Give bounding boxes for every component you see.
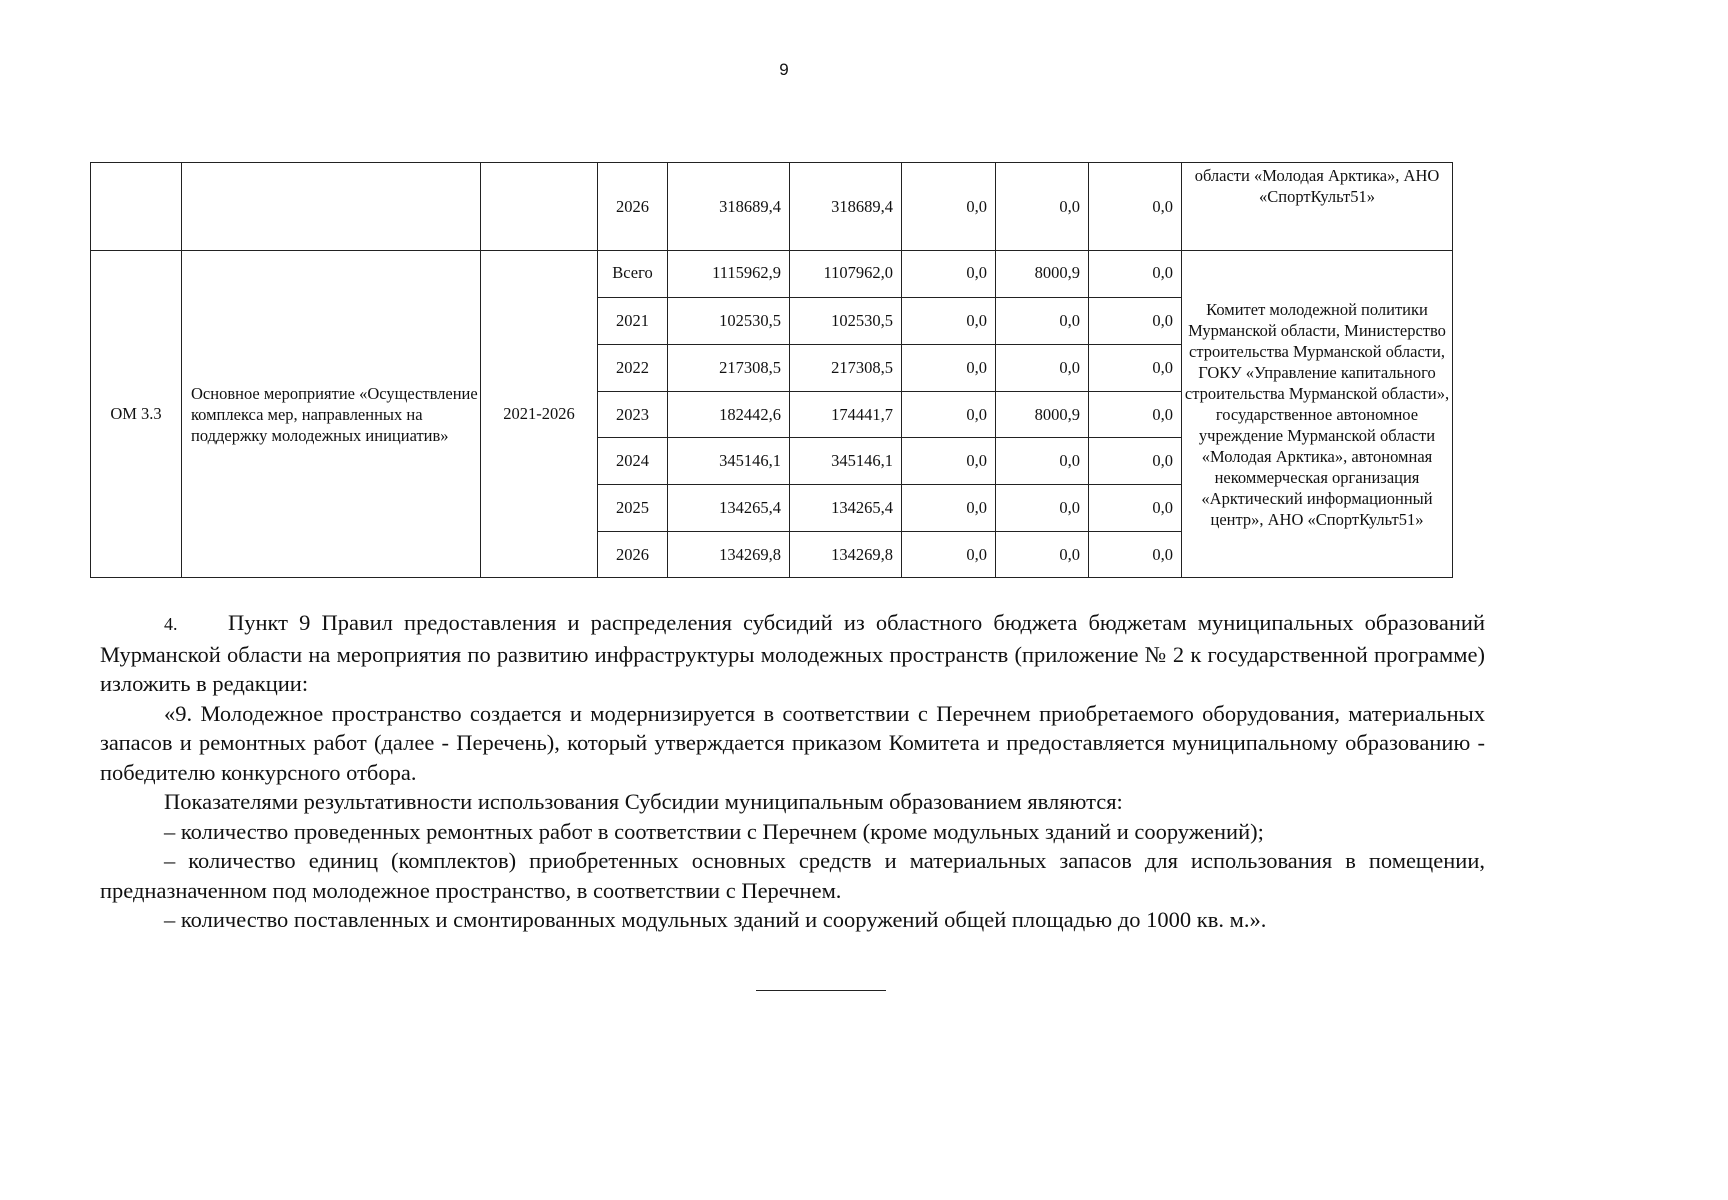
item-text: Пункт 9 Правил предоставления и распределения субсидий из областного бюджета бюджетам муниципальных образований Мурманской области на мероприятия по развитию инфраструктуры молодежных пространств (приложение № 2 к государственной программе) изложить в редакции:	[100, 610, 1485, 696]
value-cell: 0,0	[902, 163, 996, 251]
budget-table	[90, 162, 1453, 578]
value-cell: 0,0	[902, 532, 996, 578]
value-cell: 0,0	[1089, 163, 1182, 251]
period-cell-empty	[481, 163, 598, 251]
indicator-bullet: – количество проведенных ремонтных работ в соответствии с Перечнем (кроме модульных зданий и сооружений);	[164, 818, 1264, 844]
code-cell-empty	[91, 163, 182, 251]
value-cell: 0,0	[902, 298, 996, 345]
value-cell: 0,0	[996, 532, 1089, 578]
value-cell: 134269,8	[790, 532, 902, 578]
value-cell: 0,0	[902, 392, 996, 438]
value-cell: 318689,4	[668, 163, 790, 251]
value-cell: 0,0	[1089, 298, 1182, 345]
value-cell: 8000,9	[996, 251, 1089, 298]
item-number: 4.	[164, 614, 178, 634]
value-cell: 0,0	[1089, 438, 1182, 485]
value-cell: 0,0	[902, 345, 996, 392]
value-cell: 102530,5	[668, 298, 790, 345]
value-cell: 8000,9	[996, 392, 1089, 438]
value-cell: 0,0	[1089, 485, 1182, 532]
organization-cell: области «Молодая Арктика», АНО «СпортКульт51»	[1182, 163, 1453, 251]
measure-code: ОМ 3.3	[91, 251, 182, 578]
document-body	[100, 608, 1485, 935]
year-cell: 2023	[598, 392, 668, 438]
value-cell: 217308,5	[668, 345, 790, 392]
year-cell: 2022	[598, 345, 668, 392]
table-row	[91, 251, 1453, 298]
page-number: 9	[779, 60, 789, 79]
value-cell: 1115962,9	[668, 251, 790, 298]
value-cell: 174441,7	[790, 392, 902, 438]
year-cell: 2024	[598, 438, 668, 485]
value-cell: 345146,1	[668, 438, 790, 485]
measure-name: Основное мероприятие «Осуществление комплекса мер, направленных на поддержку молодежных инициатив»	[182, 251, 481, 578]
year-cell: 2025	[598, 485, 668, 532]
value-cell: 0,0	[996, 485, 1089, 532]
value-cell: 0,0	[902, 251, 996, 298]
indicator-bullet: – количество поставленных и смонтированных модульных зданий и сооружений общей площадью до 1000 кв. м.».	[164, 907, 1267, 932]
value-cell: 134265,4	[790, 485, 902, 532]
value-cell: 0,0	[1089, 392, 1182, 438]
organization-cell: Комитет молодежной политики Мурманской области, Министерство строительства Мурманской области, ГОКУ «Управление капитального строительства Мурманской области», государственное автономное учреждение Мурманской области «Молодая Арктика», автономная некоммерческая организация «Арктический информационный центр», АНО «СпортКульт51»	[1182, 251, 1453, 578]
value-cell: 0,0	[1089, 345, 1182, 392]
value-cell: 0,0	[996, 298, 1089, 345]
value-cell: 0,0	[1089, 532, 1182, 578]
value-cell: 0,0	[996, 345, 1089, 392]
value-cell: 1107962,0	[790, 251, 902, 298]
measure-period: 2021-2026	[481, 251, 598, 578]
year-cell: 2021	[598, 298, 668, 345]
item-paragraph	[100, 608, 1485, 699]
name-cell-empty	[182, 163, 481, 251]
value-cell: 134269,8	[668, 532, 790, 578]
value-cell: 0,0	[996, 438, 1089, 485]
indicator-bullet: – количество единиц (комплектов) приобретенных основных средств и материальных запасов для использования в помещении, предназначенном под молодежное пространство, в соответствии с Перечнем.	[100, 848, 1485, 903]
table-row	[91, 163, 1453, 251]
quoted-paragraph: «9. Молодежное пространство создается и модернизируется в соответствии с Перечнем приобретаемого оборудования, материальных запасов и ремонтных работ (далее - Перечень), который утверждается приказом Комитета и предоставляется муниципальному образованию - победителю конкурсного отбора.	[100, 700, 1485, 785]
year-cell: 2026	[598, 163, 668, 251]
value-cell: 0,0	[902, 438, 996, 485]
indicators-intro: Показателями результативности использования Субсидии муниципальным образованием являются:	[164, 789, 1123, 814]
value-cell: 134265,4	[668, 485, 790, 532]
value-cell: 345146,1	[790, 438, 902, 485]
value-cell: 217308,5	[790, 345, 902, 392]
value-cell: 182442,6	[668, 392, 790, 438]
year-cell: 2026	[598, 532, 668, 578]
value-cell: 0,0	[996, 163, 1089, 251]
value-cell: 0,0	[902, 485, 996, 532]
end-divider	[756, 990, 886, 991]
value-cell: 102530,5	[790, 298, 902, 345]
value-cell: 0,0	[1089, 251, 1182, 298]
year-cell: Всего	[598, 251, 668, 298]
value-cell: 318689,4	[790, 163, 902, 251]
